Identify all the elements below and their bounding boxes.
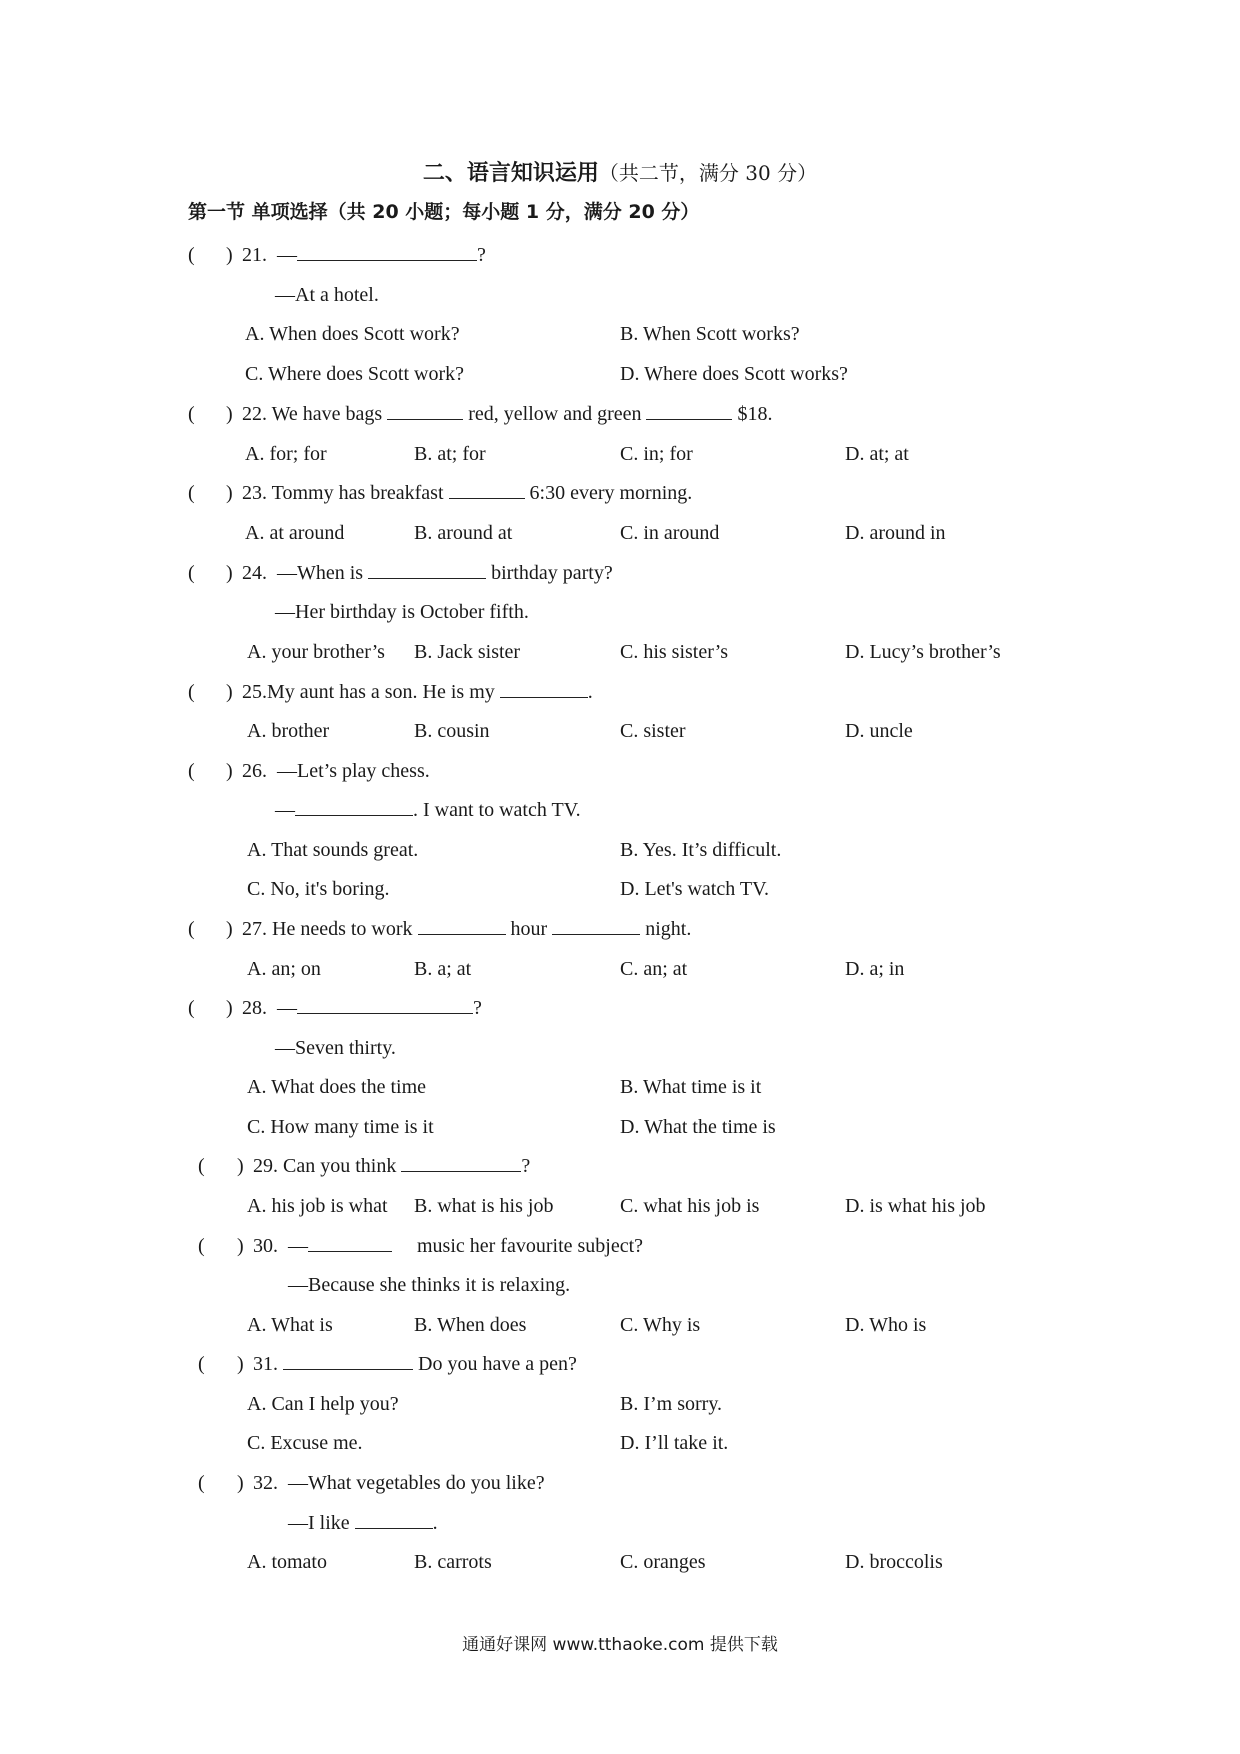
answer-blank (646, 401, 732, 420)
question-number: 27. (242, 918, 267, 940)
answer-blank (449, 480, 525, 499)
answer-paren-open: ( (188, 997, 195, 1019)
stem-part: —When is (277, 562, 364, 584)
answer-paren-close: ) (226, 562, 233, 584)
answer-paren-open: ( (198, 1472, 205, 1494)
stem-part: . (587, 681, 593, 703)
answer-paren-open: ( (198, 1235, 205, 1257)
question-stem (253, 1232, 643, 1260)
option-a: A. Can I help you? (247, 1393, 399, 1415)
answer-paren-close: ) (226, 403, 233, 425)
question-number: 23. (242, 482, 267, 504)
option-b: B. around at (414, 522, 513, 544)
answer-paren-open: ( (188, 918, 195, 940)
question-number: 32. (253, 1472, 278, 1494)
option-c: C. Why is (620, 1314, 701, 1336)
dash: — (288, 1235, 308, 1257)
answer-paren-close: ) (226, 997, 233, 1019)
question-stem (242, 479, 692, 507)
question-stem (253, 1152, 530, 1180)
answer-paren-open: ( (188, 562, 195, 584)
option-a: A. at around (245, 522, 345, 544)
stem-part: red, yellow and green (468, 403, 642, 425)
part-title-note: （共二节，满分 30 分） (598, 161, 818, 185)
stem-part: birthday party? (491, 562, 613, 584)
answer-paren-close: ) (226, 482, 233, 504)
option-d: D. is what his job (845, 1195, 986, 1217)
question-stem (242, 757, 430, 785)
answer-paren-close: ) (237, 1472, 244, 1494)
stem-part: 6:30 every morning. (529, 482, 693, 504)
question-number: 25. (242, 681, 267, 703)
option-b: B. Yes. It’s difficult. (620, 839, 782, 861)
dash: — (277, 244, 297, 266)
stem-part: Tommy has breakfast (271, 482, 444, 504)
stem-part: night. (645, 918, 692, 940)
option-a: A. tomato (247, 1551, 327, 1573)
answer-paren-open: ( (188, 760, 195, 782)
answer-blank (283, 1351, 413, 1370)
question-number: 21. (242, 244, 267, 266)
reply-text: . I want to watch TV. (413, 799, 581, 821)
reply-line (275, 796, 581, 824)
question-number: 22. (242, 403, 267, 425)
answer-paren-close: ) (226, 681, 233, 703)
question-number: 31. (253, 1353, 278, 1375)
part-title (0, 158, 1240, 189)
option-c: C. sister (620, 720, 686, 742)
stem-part: —What vegetables do you like? (288, 1472, 545, 1494)
option-a: A. his job is what (247, 1195, 388, 1217)
option-d: D. uncle (845, 720, 913, 742)
option-c: C. what his job is (620, 1195, 760, 1217)
option-c: C. Where does Scott work? (245, 363, 465, 385)
option-c: C. his sister’s (620, 641, 728, 663)
answer-paren-open: ( (188, 681, 195, 703)
answer-paren-close: ) (226, 918, 233, 940)
answer-paren-open: ( (188, 482, 195, 504)
option-d: D. Lucy’s brother’s (845, 641, 1001, 663)
option-c: C. oranges (620, 1551, 706, 1573)
part-title-main: 二、语言知识运用 (422, 161, 599, 186)
dash: — (277, 997, 297, 1019)
stem-part: He needs to work (272, 918, 413, 940)
question-stem (242, 559, 613, 587)
option-d: D. a; in (845, 958, 905, 980)
option-a: A. brother (247, 720, 330, 742)
answer-blank (355, 1510, 433, 1529)
answer-blank (552, 916, 640, 935)
option-a: A. your brother’s (247, 641, 385, 663)
question-number: 29. (253, 1155, 278, 1177)
stem-part: hour (510, 918, 548, 940)
stem-part: We have bags (271, 403, 383, 425)
option-d: D. at; at (845, 443, 909, 465)
stem-end: ? (521, 1155, 531, 1177)
question-stem (253, 1350, 577, 1378)
stem-part: music her favourite subject? (417, 1235, 644, 1257)
option-b: B. at; for (414, 443, 486, 465)
answer-paren-close: ) (237, 1235, 244, 1257)
dash: — (275, 799, 295, 821)
option-b: B. When does (414, 1314, 527, 1336)
stem-part: My aunt has a son. He is my (267, 681, 495, 703)
option-c: C. in; for (620, 443, 693, 465)
section-heading: 第一节 单项选择（共 20 小题；每小题 1 分，满分 20 分） (188, 201, 700, 223)
answer-blank (368, 560, 486, 579)
answer-blank (297, 242, 477, 261)
question-number: 24. (242, 562, 267, 584)
answer-blank (295, 797, 413, 816)
option-d: D. Let's watch TV. (620, 878, 769, 900)
stem-end: ? (477, 244, 486, 266)
option-c: C. Excuse me. (247, 1432, 363, 1454)
option-b: B. When Scott works? (620, 323, 800, 345)
answer-blank (401, 1153, 521, 1172)
question-number: 30. (253, 1235, 278, 1257)
option-c: C. How many time is it (247, 1116, 434, 1138)
question-stem (242, 400, 772, 428)
option-d: D. broccolis (845, 1551, 943, 1573)
answer-paren-open: ( (188, 244, 195, 266)
option-d: D. I’ll take it. (620, 1432, 729, 1454)
option-a: A. When does Scott work? (245, 323, 460, 345)
option-b: B. cousin (414, 720, 490, 742)
stem-end: . (432, 1512, 438, 1534)
question-stem (242, 915, 691, 943)
reply-line: —Seven thirty. (275, 1037, 396, 1059)
option-a: A. for; for (245, 443, 327, 465)
reply-line: —Her birthday is October fifth. (275, 601, 529, 623)
answer-paren-open: ( (198, 1155, 205, 1177)
answer-paren-close: ) (226, 244, 233, 266)
option-d: D. Where does Scott works? (620, 363, 848, 385)
stem-part: Do you have a pen? (418, 1353, 577, 1375)
question-stem (242, 994, 482, 1022)
answer-blank (297, 995, 473, 1014)
stem-part: —Let’s play chess. (277, 760, 430, 782)
option-c: C. in around (620, 522, 720, 544)
answer-paren-close: ) (237, 1353, 244, 1375)
stem-part: Can you think (283, 1155, 397, 1177)
option-a: A. an; on (247, 958, 321, 980)
reply-line: —Because she thinks it is relaxing. (288, 1274, 571, 1296)
answer-blank (387, 401, 463, 420)
answer-paren-open: ( (198, 1353, 205, 1375)
option-c: C. No, it's boring. (247, 878, 390, 900)
answer-blank (418, 916, 506, 935)
question-stem (242, 241, 486, 269)
option-b: B. what is his job (414, 1195, 554, 1217)
option-a: A. What is (247, 1314, 333, 1336)
option-a: A. What does the time (247, 1076, 427, 1098)
stem-part: $18. (737, 403, 773, 425)
option-b: B. a; at (414, 958, 472, 980)
question-number: 26. (242, 760, 267, 782)
stem-end: ? (473, 997, 482, 1019)
question-stem (253, 1469, 545, 1497)
question-stem (242, 678, 593, 706)
page-footer: 通通好课网 www.tthaoke.com 提供下载 (462, 1635, 778, 1655)
reply-line (288, 1509, 438, 1537)
option-d: D. Who is (845, 1314, 927, 1336)
question-number: 28. (242, 997, 267, 1019)
answer-paren-close: ) (226, 760, 233, 782)
answer-paren-open: ( (188, 403, 195, 425)
option-d: D. What the time is (620, 1116, 776, 1138)
option-b: B. I’m sorry. (620, 1393, 723, 1415)
option-b: B. carrots (414, 1551, 492, 1573)
reply-line: —At a hotel. (275, 284, 379, 306)
option-c: C. an; at (620, 958, 688, 980)
answer-blank (500, 679, 588, 698)
answer-blank (308, 1233, 392, 1252)
option-b: B. Jack sister (414, 641, 521, 663)
option-b: B. What time is it (620, 1076, 762, 1098)
option-d: D. around in (845, 522, 946, 544)
option-a: A. That sounds great. (247, 839, 419, 861)
answer-paren-close: ) (237, 1155, 244, 1177)
reply-text: —I like (288, 1512, 350, 1534)
